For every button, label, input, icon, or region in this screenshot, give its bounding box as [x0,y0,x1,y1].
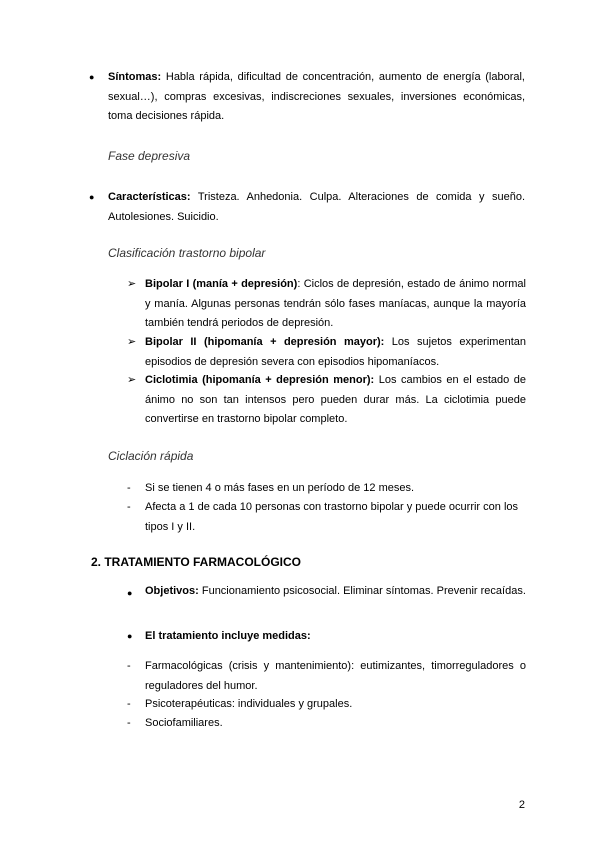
incluye-label: El tratamiento incluye medidas: [145,630,311,642]
clasificacion-title: Clasificación trastorno bipolar [108,246,266,260]
ciclacion-title: Ciclación rápida [108,449,194,463]
dash-bullet: - [127,482,131,494]
ciclotimia-label: Ciclotimia (hipomanía + depresión menor): [145,374,375,386]
arrow-bullet-icon: ➢ [127,278,137,290]
ciclacion-item: Si se tienen 4 o más fases en un período de 12 meses. [145,482,415,494]
ciclacion-item: Afecta a 1 de cada 10 personas con trastorno bipolar y puede ocurrir con los tipos I y II. [145,501,519,533]
bipolar-ii-label: Bipolar II (hipomanía + depresión mayor): [145,336,385,348]
dash-bullet: - [127,717,131,729]
bipolar-i-label: Bipolar I (manía + depresión) [145,278,298,290]
objetivos-text: Funcionamiento psicosocial. Eliminar síntomas. Prevenir recaídas. [198,585,526,597]
incluye-paragraph [145,627,526,647]
sintomas-text: Habla rápida, dificultad de concentración, aumento de energía (laboral, sexual…), compras excesivas, indiscreciones sexuales, inversiones económicas, toma decisiones rápida. [108,71,525,122]
bullet-dot-icon: ● [127,631,133,641]
bullet-dot-icon: ● [89,72,95,82]
caracteristicas-text: Tristeza. Anhedonia. Culpa. Alteraciones de comida y sueño. Autolesiones. Suicidio. [108,191,525,223]
sintomas-label: Síntomas: [108,71,162,83]
ciclotimia-text: Los cambios en el estado de ánimo no son tan intensos pero pueden durar más. La ciclotimia puede convertirse en trastorno bipolar completo. [145,374,526,425]
bipolar-i-text: : Ciclos de depresión, estado de ánimo normal y manía. Algunas personas tendrán sólo fases maníacas, aunque la mayoría también tendrá periodos de depresión. [145,278,526,329]
bipolar-ii-item [145,333,526,372]
bullet-dot-icon: ● [89,192,95,202]
dash-bullet: - [127,698,131,710]
bipolar-i-item [145,275,526,334]
objetivos-label: Objetivos: [145,585,199,597]
bullet-dot-icon: ● [127,588,133,598]
tratamiento-heading: 2. TRATAMIENTO FARMACOLÓGICO [91,555,301,569]
arrow-bullet-icon: ➢ [127,336,137,348]
caracteristicas-paragraph [108,188,525,227]
dash-bullet: - [127,660,131,672]
bipolar-ii-text: Los sujetos experimentan episodios de depresión severa con episodios hipomaníacos. [145,336,526,368]
objetivos-paragraph [145,584,526,599]
page-number: 2 [518,799,525,811]
fase-depresiva-title: Fase depresiva [108,149,191,163]
medida-item: Sociofamiliares. [145,717,223,729]
caracteristicas-label: Características: [108,191,191,203]
arrow-bullet-icon: ➢ [127,374,137,386]
sintomas-paragraph [108,68,525,127]
ciclotimia-item [145,371,526,430]
medida-item: Psicoterapéuticas: individuales y grupales. [145,698,353,710]
medida-item: Farmacológicas (crisis y mantenimiento): eutimizantes, timorreguladores o reguladores del humor. [145,660,526,692]
dash-bullet: - [127,501,131,513]
